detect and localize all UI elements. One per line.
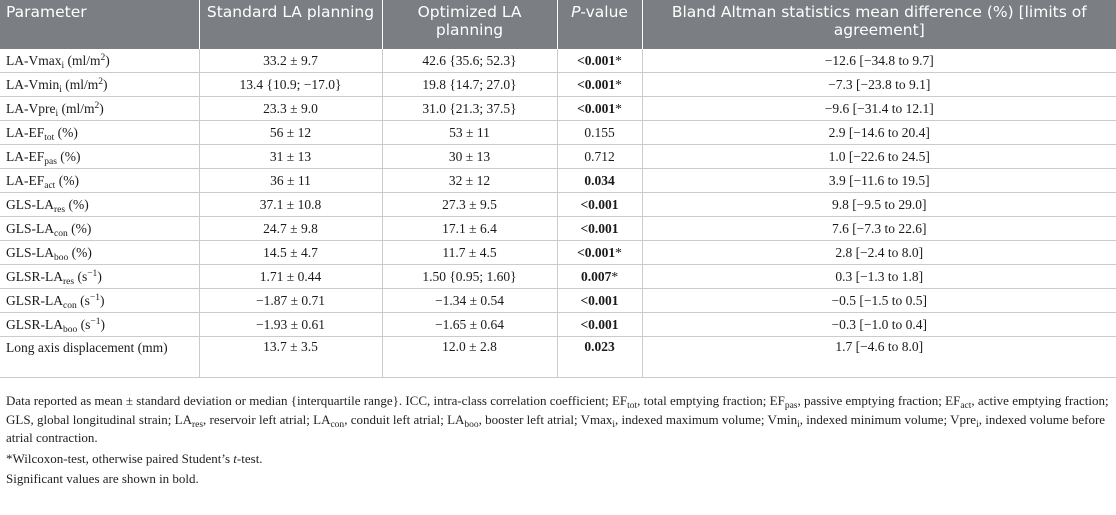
p-value-cell	[557, 313, 642, 337]
header-p-letter: P	[571, 3, 581, 21]
wilcoxon-marker: *	[615, 52, 622, 68]
bland-altman-value: −9.6 [−31.4 to 12.1]	[642, 97, 1116, 121]
p-value-cell	[557, 73, 642, 97]
header-row	[0, 0, 1116, 49]
parameter-unit: (s	[74, 268, 88, 284]
footnote-text: Data reported as mean ± standard deviation or median {interquartile range}. ICC, intra-class correlation coefficient; EF	[6, 393, 628, 408]
parameter-unit-close: )	[99, 100, 104, 116]
standard-value: 23.3 ± 9.0	[199, 97, 382, 121]
bland-altman-value: 2.9 [−14.6 to 20.4]	[642, 121, 1116, 145]
footnote-wilcoxon	[6, 450, 1110, 469]
footnote-subscript: act	[960, 401, 972, 411]
parameter-name: LA-EF	[6, 124, 45, 140]
parameter-unit-exponent: −1	[89, 292, 100, 303]
bland-altman-value: 2.8 [−2.4 to 8.0]	[642, 241, 1116, 265]
table-row	[0, 241, 1116, 265]
header-standard: Standard LA planning	[199, 0, 382, 49]
parameter-subscript: i	[55, 108, 59, 119]
p-value: <0.001	[577, 52, 616, 68]
parameter-name: LA-Vmax	[6, 52, 62, 68]
standard-value: 1.71 ± 0.44	[199, 265, 382, 289]
parameter-subscript: con	[63, 300, 77, 311]
optimized-value: 19.8 {14.7; 27.0}	[382, 73, 557, 97]
bland-altman-value: 1.7 [−4.6 to 8.0]	[642, 337, 1116, 378]
table-row	[0, 97, 1116, 121]
bland-altman-value: 1.0 [−22.6 to 24.5]	[642, 145, 1116, 169]
bland-altman-value: −0.3 [−1.0 to 0.4]	[642, 313, 1116, 337]
standard-value: 24.7 ± 9.8	[199, 217, 382, 241]
parameter-name: GLS-LA	[6, 220, 54, 236]
parameter-name: LA-Vpre	[6, 100, 56, 116]
parameter-unit: (ml/m	[64, 52, 101, 68]
parameter-subscript: con	[54, 228, 68, 239]
footnote-text: , booster left atrial; Vmax	[478, 411, 613, 427]
p-value-cell	[557, 265, 642, 289]
parameter-subscript: boo	[54, 252, 69, 263]
parameter-unit: (%)	[65, 196, 89, 212]
parameter-name: GLSR-LA	[6, 268, 63, 284]
parameter-name: GLSR-LA	[6, 292, 63, 308]
standard-value: 14.5 ± 4.7	[199, 241, 382, 265]
parameter-subscript: i	[59, 84, 62, 95]
optimized-value: 11.7 ± 4.5	[382, 241, 557, 265]
footnote-subscript: i	[797, 419, 800, 430]
parameter-cell	[0, 217, 199, 241]
table-row	[0, 193, 1116, 217]
parameter-unit: (s	[76, 292, 90, 308]
parameter-unit: (%)	[54, 124, 78, 140]
parameter-unit-close: )	[97, 268, 102, 284]
table-row	[0, 145, 1116, 169]
p-value: <0.001	[580, 196, 619, 212]
parameter-name: GLS-LA	[6, 244, 54, 260]
parameter-subscript: boo	[63, 324, 78, 335]
parameter-subscript: i	[61, 60, 65, 71]
standard-value: −1.87 ± 0.71	[199, 289, 382, 313]
parameter-name: GLS-LA	[6, 196, 54, 212]
optimized-value: 31.0 {21.3; 37.5}	[382, 97, 557, 121]
parameter-cell	[0, 73, 199, 97]
header-p-suffix: -value	[580, 3, 628, 21]
optimized-value: −1.34 ± 0.54	[382, 289, 557, 313]
wilcoxon-marker: *	[611, 268, 619, 284]
table-body	[0, 49, 1116, 378]
standard-value: 36 ± 11	[199, 169, 382, 193]
table-row	[0, 169, 1116, 193]
p-value: 0.712	[584, 148, 615, 164]
p-value-cell	[557, 289, 642, 313]
parameter-unit-exponent: 2	[94, 100, 100, 111]
footnote-abbreviations	[6, 392, 1110, 448]
header-optimized: Optimized LA planning	[382, 0, 557, 49]
footnote-text: , indexed maximum volume; Vmin	[615, 411, 798, 427]
parameter-unit-exponent: 2	[100, 52, 106, 63]
footnote-text: , indexed volume before atrial contraction.	[6, 411, 1106, 445]
footnote-subscript: con	[330, 419, 345, 430]
optimized-value: 42.6 {35.6; 52.3}	[382, 49, 557, 73]
footnote-text: , passive emptying fraction; EF	[797, 393, 961, 408]
p-value-cell	[557, 337, 642, 378]
table-row	[0, 49, 1116, 73]
standard-value: 31 ± 13	[199, 145, 382, 169]
p-value-cell	[557, 97, 642, 121]
parameter-cell	[0, 265, 199, 289]
p-value: <0.001	[580, 220, 619, 236]
parameter-unit-exponent: −1	[87, 268, 98, 279]
standard-value: 13.4 {10.9; −17.0}	[199, 73, 382, 97]
parameter-unit: (%)	[68, 244, 92, 260]
footnote-text: , total emptying fraction; EF	[637, 393, 785, 408]
footnote-text: , active emptying fraction; GLS, global longitudinal strain; LA	[6, 393, 1109, 427]
parameter-subscript: res	[54, 204, 66, 215]
parameter-unit-close: )	[103, 76, 108, 92]
optimized-value: 30 ± 13	[382, 145, 557, 169]
parameter-unit-close: )	[100, 316, 105, 332]
parameter-unit-close: )	[105, 52, 110, 68]
parameter-unit-exponent: 2	[98, 76, 104, 87]
footnote-text: , indexed minimum volume; Vpre	[799, 411, 977, 427]
header-p-value	[557, 0, 642, 49]
table-row	[0, 313, 1116, 337]
parameter-subscript: pas	[44, 156, 57, 167]
parameter-unit: (%)	[67, 220, 92, 236]
optimized-value: 32 ± 12	[382, 169, 557, 193]
bland-altman-value: 9.8 [−9.5 to 29.0]	[642, 193, 1116, 217]
footnote-subscript: boo	[464, 419, 479, 430]
parameter-cell	[0, 337, 199, 378]
parameter-cell	[0, 289, 199, 313]
parameter-subscript: res	[63, 276, 75, 287]
parameter-name: Long axis displacement (mm)	[6, 340, 168, 355]
parameter-cell	[0, 49, 199, 73]
table-row	[0, 289, 1116, 313]
parameter-name: LA-EF	[6, 172, 45, 188]
p-value-cell	[557, 193, 642, 217]
optimized-value: 53 ± 11	[382, 121, 557, 145]
optimized-value: 1.50 {0.95; 1.60}	[382, 265, 557, 289]
optimized-value: 17.1 ± 6.4	[382, 217, 557, 241]
footnote-wilcoxon-text: *Wilcoxon-test, otherwise paired Student’s	[6, 450, 234, 466]
parameter-unit-close: )	[99, 292, 105, 308]
parameter-cell	[0, 145, 199, 169]
parameter-unit: (ml/m	[58, 100, 95, 116]
table-row	[0, 337, 1116, 378]
parameter-subscript: tot	[44, 132, 55, 143]
parameter-name: GLSR-LA	[6, 316, 63, 332]
header-bland-altman: Bland Altman statistics mean difference (%) [limits of agreement]	[642, 0, 1116, 49]
footnote-subscript: i	[612, 419, 615, 430]
bland-altman-value: −7.3 [−23.8 to 9.1]	[642, 73, 1116, 97]
p-value: <0.001	[577, 76, 616, 92]
footnote-text: , reservoir left atrial; LA	[203, 411, 331, 427]
parameter-unit: (%)	[56, 148, 81, 164]
parameter-cell	[0, 169, 199, 193]
p-value: <0.001	[580, 316, 619, 332]
footnote-subscript: tot	[627, 401, 638, 411]
standard-value: 56 ± 12	[199, 121, 382, 145]
standard-value: 13.7 ± 3.5	[199, 337, 382, 378]
standard-value: −1.93 ± 0.61	[199, 313, 382, 337]
wilcoxon-marker: *	[615, 244, 622, 260]
optimized-value: 12.0 ± 2.8	[382, 337, 557, 378]
footnote-wilcoxon-end: -test.	[236, 450, 263, 466]
footnote-subscript: i	[976, 419, 979, 430]
parameter-cell	[0, 121, 199, 145]
footnote-text: , conduit left atrial; LA	[344, 411, 465, 427]
parameter-cell	[0, 313, 199, 337]
p-value-cell	[557, 121, 642, 145]
header-parameter: Parameter	[0, 0, 199, 49]
standard-value: 37.1 ± 10.8	[199, 193, 382, 217]
p-value: 0.155	[584, 124, 615, 140]
bland-altman-value: −12.6 [−34.8 to 9.7]	[642, 49, 1116, 73]
wilcoxon-marker: *	[615, 100, 622, 116]
footnote-subscript: res	[191, 419, 204, 430]
table-footnotes	[0, 378, 1116, 489]
p-value: 0.023	[584, 339, 615, 354]
parameter-cell	[0, 193, 199, 217]
parameter-name: LA-EF	[6, 148, 45, 164]
footnote-wilcoxon-t: t	[233, 450, 237, 466]
p-value: 0.034	[584, 172, 615, 188]
table-row	[0, 265, 1116, 289]
wilcoxon-marker: *	[615, 76, 622, 92]
p-value: 0.007	[580, 268, 612, 284]
parameter-unit: (s	[77, 316, 91, 332]
p-value: <0.001	[577, 100, 616, 116]
p-value-cell	[557, 145, 642, 169]
parameter-cell	[0, 241, 199, 265]
table-row	[0, 121, 1116, 145]
parameter-subscript: act	[44, 180, 56, 191]
bland-altman-value: 7.6 [−7.3 to 22.6]	[642, 217, 1116, 241]
p-value: <0.001	[580, 292, 619, 308]
optimized-value: −1.65 ± 0.64	[382, 313, 557, 337]
p-value-cell	[557, 169, 642, 193]
parameter-name: LA-Vmin	[6, 76, 60, 92]
parameter-unit-exponent: −1	[90, 316, 101, 327]
bland-altman-value: −0.5 [−1.5 to 0.5]	[642, 289, 1116, 313]
p-value-cell	[557, 49, 642, 73]
bland-altman-value: 0.3 [−1.3 to 1.8]	[642, 265, 1116, 289]
p-value-cell	[557, 241, 642, 265]
optimized-value: 27.3 ± 9.5	[382, 193, 557, 217]
p-value-cell	[557, 217, 642, 241]
table-row	[0, 217, 1116, 241]
parameter-cell	[0, 97, 199, 121]
table-row	[0, 73, 1116, 97]
standard-value: 33.2 ± 9.7	[199, 49, 382, 73]
footnote-significant: Significant values are shown in bold.	[6, 471, 199, 486]
p-value: <0.001	[577, 244, 616, 260]
bland-altman-value: 3.9 [−11.6 to 19.5]	[642, 169, 1116, 193]
parameter-unit: (ml/m	[61, 76, 99, 92]
parameter-unit: (%)	[55, 172, 79, 188]
footnote-subscript: pas	[784, 401, 798, 411]
